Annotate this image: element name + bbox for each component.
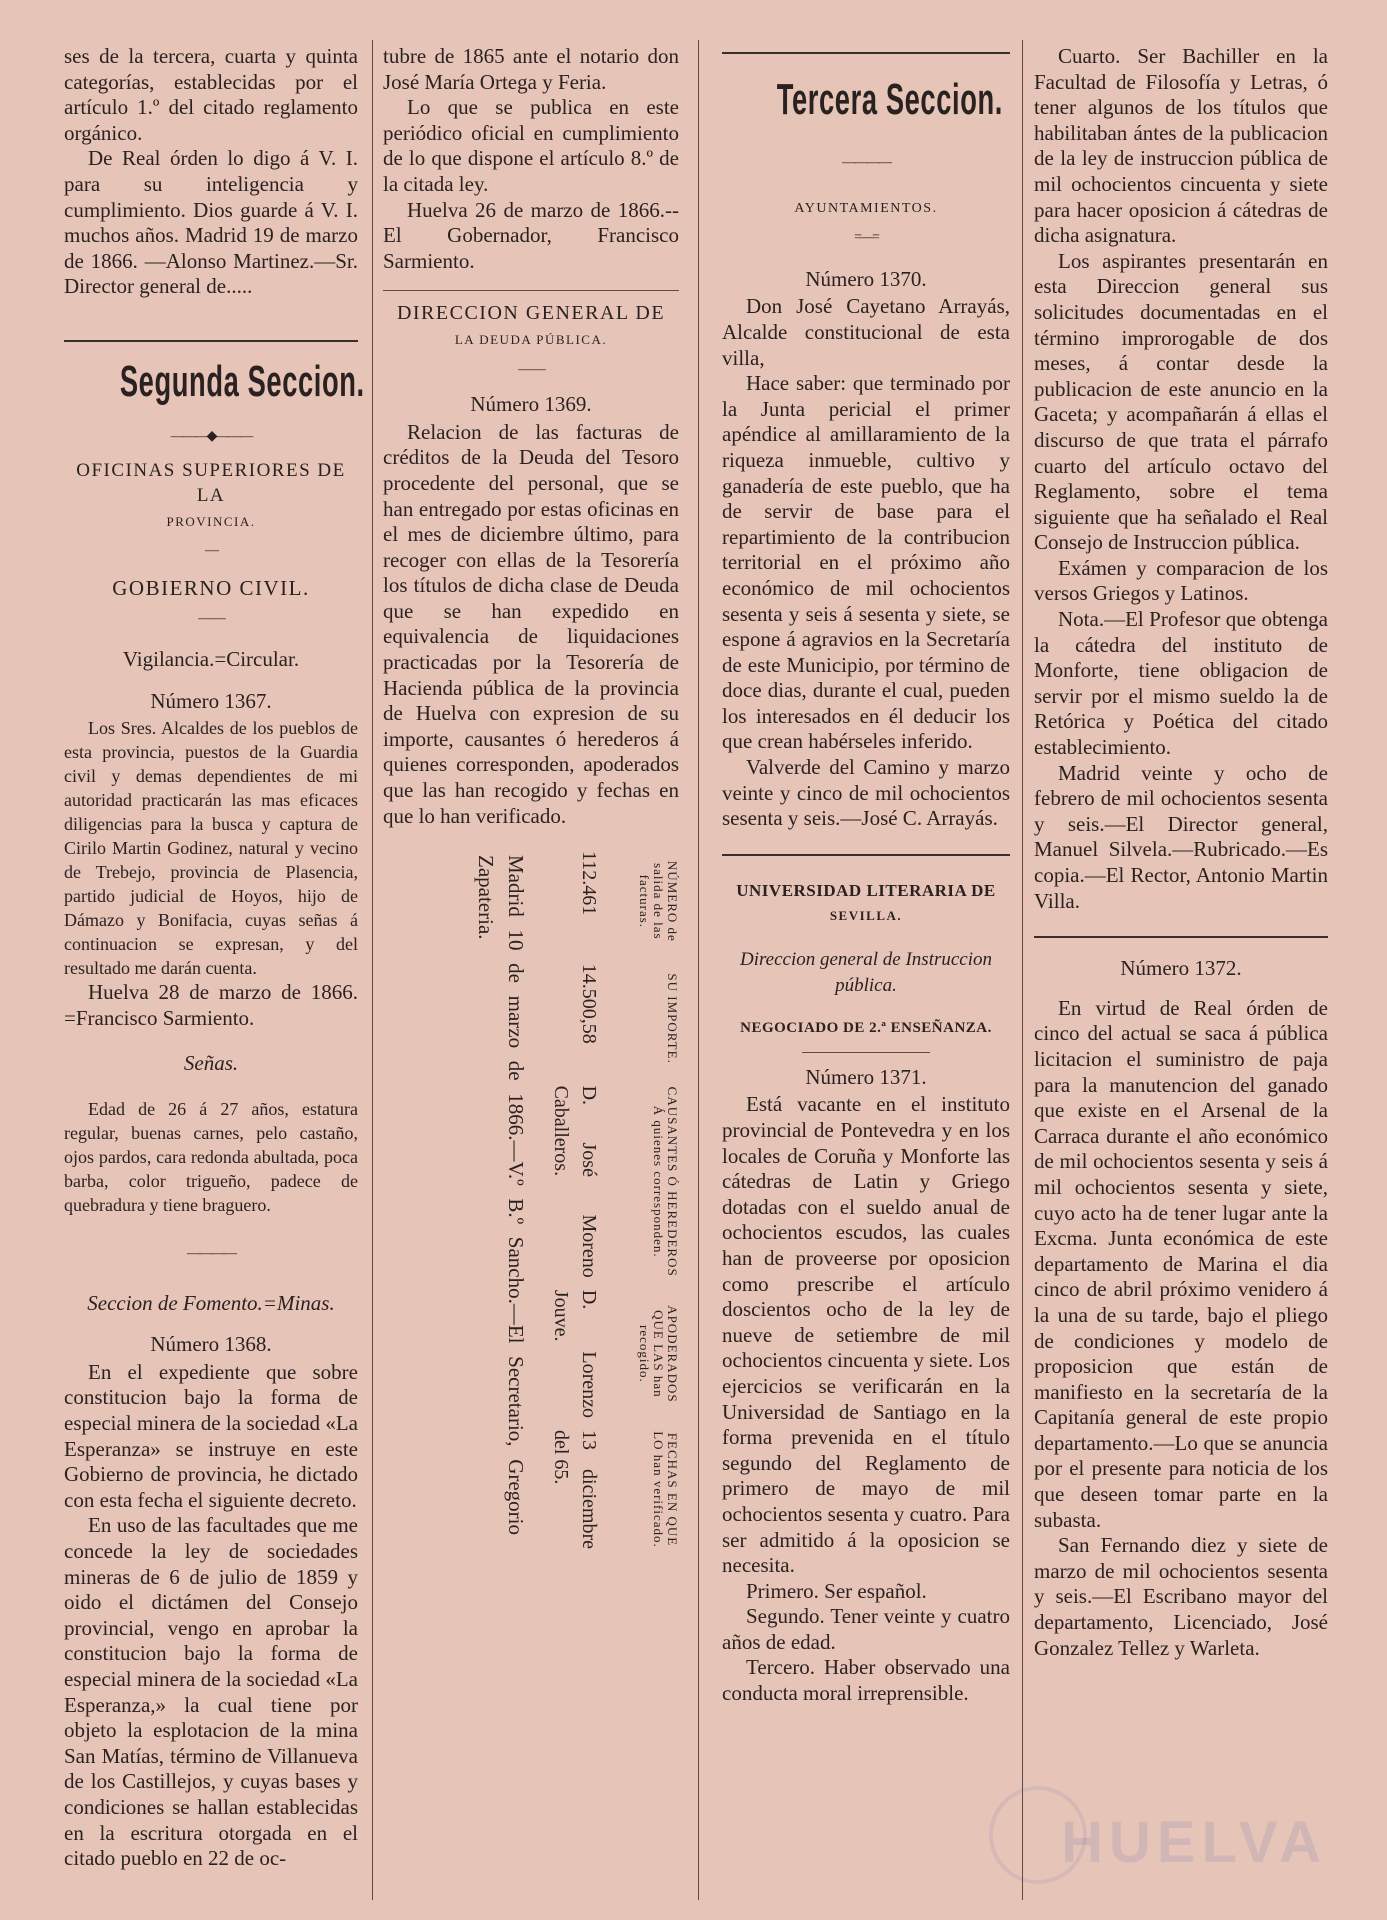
ornament: —: [205, 543, 217, 559]
heading-ayuntamientos: AYUNTAMIENTOS.: [794, 200, 938, 216]
table-row: [531, 845, 603, 1555]
table-header-cell: SU IMPORTE.: [665, 973, 680, 1065]
table-footer: Madrid 10 de marzo de 1866.—V.º B.º Sancho.—El Secretario, Gregorio Zapateria.: [474, 855, 528, 1536]
subheading-vigilancia: Vigilancia.=Circular.: [122, 647, 300, 672]
section-rule: [64, 340, 358, 342]
paragraph: Los Sres. Alcaldes de los pueblos de esta provincia, puestos de la Guardia civil y demas dependientes de mi autoridad practicarán las mas eficaces diligencias para la busca y captura de Cirilo Martin Godinez, natural y vecino de Trebejo, provincia de Plasencia, partido judicial de Hoyos, hijo de Dámazo y Bonifacia, cuyas señas á continuacion se expresan, y del resultado me darán cuenta.: [64, 718, 358, 979]
heading-gobierno: GOBIERNO CIVIL.: [112, 575, 310, 600]
paragraph: En virtud de Real órden de cinco del actual se saca á pública licitacion el suministro de paja para la manutencion del ganado que existe en el Arsenal de la Carraca durante el año económico de mil ochocientos sesenta y seis á mil ochocientos sesenta y siete, cuyo acto ha de tener lugar ante la Excma. Junta económica de este departamento de Marina el dia cinco de abril próximo venidero á la una de su tarde, bajo el pliego de condiciones y modelo de proposicion que están de manifiesto en la secretaría de la Capitanía general de este propio departamento.—Lo que se anuncia por el presente para noticia de los que deseen tomar parte en la subasta.: [1034, 995, 1328, 1532]
table-cell: 13 diciembre del 65.: [550, 1430, 600, 1550]
notice-number: Número 1369.: [470, 392, 592, 417]
ornament: — —: [198, 610, 224, 626]
paragraph: ses de la tercera, cuarta y quinta categorías, establecidas por el artículo 1.º del citado reglamento orgánico.: [64, 44, 358, 145]
heading-provincia: PROVINCIA.: [166, 513, 256, 529]
debt-table-rotated: [383, 845, 679, 1555]
heading-deuda: LA DEUDA PÚBLICA.: [454, 331, 608, 347]
column-divider: [372, 40, 373, 1900]
paragraph: Está vacante en el instituto provincial de Pontevedra y en los locales de Coruña y Monforte las cátedras de Latin y Griego dotadas con el sueldo anual de ochocientos escudos, las cuales han de proveerse por oposicion como prescribe el artículo doscientos ocho de la ley de nueve de setiembre de mil ochocientos cincuenta y siete. Los ejercicios se verificarán en la Universidad de Santiago en la forma prevenida en el título segundo del Reglamento de primero de mayo de mil ochocientos sesenta y cuatro. Para ser admitido á la oposicion se necesita.: [722, 1092, 1010, 1578]
ornament: =—=: [854, 230, 878, 246]
section-rule: [802, 1052, 930, 1053]
table-cell: D. José Moreno Caballeros.: [550, 1085, 600, 1279]
notice-number: Número 1370.: [805, 266, 927, 291]
column-2: [383, 44, 679, 1555]
table-header-cell: FECHAS EN QUE LO han verificado.: [651, 1431, 680, 1548]
ornament: ————: [842, 155, 890, 170]
column-divider: [698, 40, 699, 1900]
paragraph: Los aspirantes presentarán en esta Direccion general sus solicitudes documentadas en el término improrogable de dos meses, á contar desde la publicacion de este anuncio en la Gaceta; y acompañarán á ellas el discurso de que trata el párrafo cuarto del artículo octavo del Reglamento, sobre el tema siguiente que ha señalado el Real Consejo de Instruccion pública.: [1034, 248, 1328, 555]
paragraph: Valverde del Camino y marzo veinte y cinco de mil ochocientos sesenta y seis.—José C. Arrayás.: [722, 755, 1010, 831]
heading-oficinas: OFICINAS SUPERIORES DE LA: [76, 459, 346, 507]
section-title: Segunda Seccion.: [119, 356, 365, 406]
subheading-direccion: Direccion general de Instruccion pública.: [739, 949, 993, 996]
subheading-senas: Señas.: [183, 1051, 239, 1076]
section-rule: [722, 854, 1010, 856]
subheading-fomento: Seccion de Fomento.=Minas.: [87, 1290, 335, 1315]
table-cell: 112.461: [578, 851, 600, 916]
column-3: [722, 44, 1010, 1707]
section-title: Tercera Seccion.: [776, 75, 1003, 124]
table-header-cell: CAUSANTES Ó HEREDEROS Á quienes corresponden.: [651, 1086, 680, 1277]
table-cell: D. Lorenzo Jouve.: [550, 1290, 600, 1419]
table-header-row: [603, 845, 679, 1555]
paragraph: En el expediente que sobre constitucion bajo la forma de especial minera de la sociedad «La Esperanza» se instruye en este Gobierno de provincia, he dictado con esta fecha el siguiente decreto.: [64, 1359, 358, 1512]
section-rule: [1034, 936, 1328, 938]
paragraph: Tercero. Haber observado una conducta moral irreprensible.: [722, 1655, 1010, 1706]
notice-number: Número 1367.: [150, 688, 272, 713]
table-header-cell: APODERADOS QUE LAS han recogido.: [637, 1305, 680, 1403]
paragraph: San Fernando diez y siete de marzo de mil ochocientos sesenta y seis.—El Escribano mayor del departamento, Licenciado, José Gonzalez Tellez y Warleta.: [1034, 1533, 1328, 1660]
table-header-cell: NÚMERO de salida de las facturas.: [637, 861, 680, 942]
paragraph: Don José Cayetano Arrayás, Alcalde constitucional de esta villa,: [722, 294, 1010, 370]
paragraph: Huelva 28 de marzo de 1866. =Francisco Sarmiento.: [64, 980, 358, 1030]
ornament: ————: [187, 1246, 235, 1262]
column-1: [64, 44, 365, 1872]
section-rule: [383, 290, 679, 291]
notice-number: Número 1372.: [1120, 956, 1242, 981]
heading-direccion: DIRECCION GENERAL DE: [396, 302, 666, 325]
column-4: [1034, 44, 1328, 1661]
column-divider: [1022, 40, 1023, 1900]
heading-negociado: NEGOCIADO DE 2.ª ENSEÑANZA.: [740, 1020, 992, 1037]
notice-number: Número 1368.: [150, 1332, 272, 1357]
ornament: — —: [518, 361, 544, 377]
paragraph: Nota.—El Profesor que obtenga la cátedra del instituto de Monforte, tiene obligacion de servir por el mismo sueldo la de Retórica y Poética del citado establecimiento.: [1034, 607, 1328, 760]
ornament: ———◆———: [170, 428, 252, 444]
paragraph: Hace saber: que terminado por la Junta pericial el primer apéndice al amillaramiento de la riqueza inmueble, cultivo y ganadería de este pueblo, que ha de servir de base para el repartimiento de la contribucion territorial en el próximo año económico de mil ochocientos sesenta y seis á sesenta y siete, se espone á agravios en la Secretaría de este Municipio, por término de doce dias, durante el cual, pueden los interesados en él deducir los que crean habérseles inferido.: [722, 371, 1010, 754]
paragraph: Edad de 26 á 27 años, estatura regular, buenas carnes, pelo castaño, ojos pardos, cara redonda abultada, poca barba, color trigueño, padece de quebradura y tiene braguero.: [64, 1099, 358, 1216]
table-cell: 14.500,58: [578, 963, 600, 1044]
section-rule: [722, 52, 1010, 54]
paragraph: Cuarto. Ser Bachiller en la Facultad de Filosofía y Letras, ó tener algunos de los títulos que habilitaban ántes de la publicacion de la ley de instruccion pública de mil ochocientos cincuenta y siete para hacer oposicion á cátedras de dicha asignatura.: [1034, 44, 1328, 248]
paragraph: Huelva 26 de marzo de 1866.--El Gobernador, Francisco Sarmiento.: [383, 197, 679, 273]
paragraph: Relacion de las facturas de créditos de la Deuda del Tesoro procedente del personal, que se han entregado por estas oficinas en el mes de diciembre último, para recoger con ellas de la Tesorería los títulos de dicha clase de Deuda que se han expedido en equivalencia de liquidaciones practicadas por la Tesorería de Hacienda pública de la provincia de Huelva con expresion de su importe, causantes ó herederos á quienes corresponden, apoderados que las han recogido y fechas en que lo han verificado.: [383, 419, 679, 828]
paragraph: Exámen y comparacion de los versos Griegos y Latinos.: [1034, 555, 1328, 606]
paragraph: tubre de 1865 ante el notario don José María Ortega y Feria.: [383, 44, 679, 94]
paragraph: En uso de las facultades que me concede la ley de sociedades mineras de 6 de julio de 1859 y oido el dictámen del Consejo provincial, vengo en aprobar la constitucion bajo la forma de especial minera de la sociedad «La Esperanza,» la cual tiene por objeto la esplotacion de la mina San Matías, término de Villanueva de los Castillejos, y cuyas bases y condiciones se hallan establecidas en la escritura otorgada en el citado pueblo en 22 de oc-: [64, 1513, 358, 1871]
paragraph: Madrid veinte y ocho de febrero de mil ochocientos sesenta y seis.—El Director general, Manuel Silvela.—Rubricado.—Es copia.—El Rector, Antonio Martin Villa.: [1034, 760, 1328, 913]
heading-sevilla: SEVILLA.: [829, 908, 903, 924]
paragraph: Primero. Ser español.: [746, 1578, 927, 1603]
watermark: HUELVA: [1061, 1810, 1327, 1875]
paragraph: Segundo. Tener veinte y cuatro años de edad.: [722, 1604, 1010, 1654]
notice-number: Número 1371.: [805, 1064, 927, 1089]
heading-universidad: UNIVERSIDAD LITERARIA DE: [736, 880, 996, 900]
paragraph: De Real órden lo digo á V. I. para su inteligencia y cumplimiento. Dios guarde á V. I. muchos años. Madrid 19 de marzo de 1866. —Alonso Martinez.—Sr. Director general de.....: [64, 146, 358, 299]
debt-table: [383, 845, 679, 1555]
paragraph: Lo que se publica en este periódico oficial en cumplimiento de lo que dispone el artículo 8.º de la citada ley.: [383, 95, 679, 196]
